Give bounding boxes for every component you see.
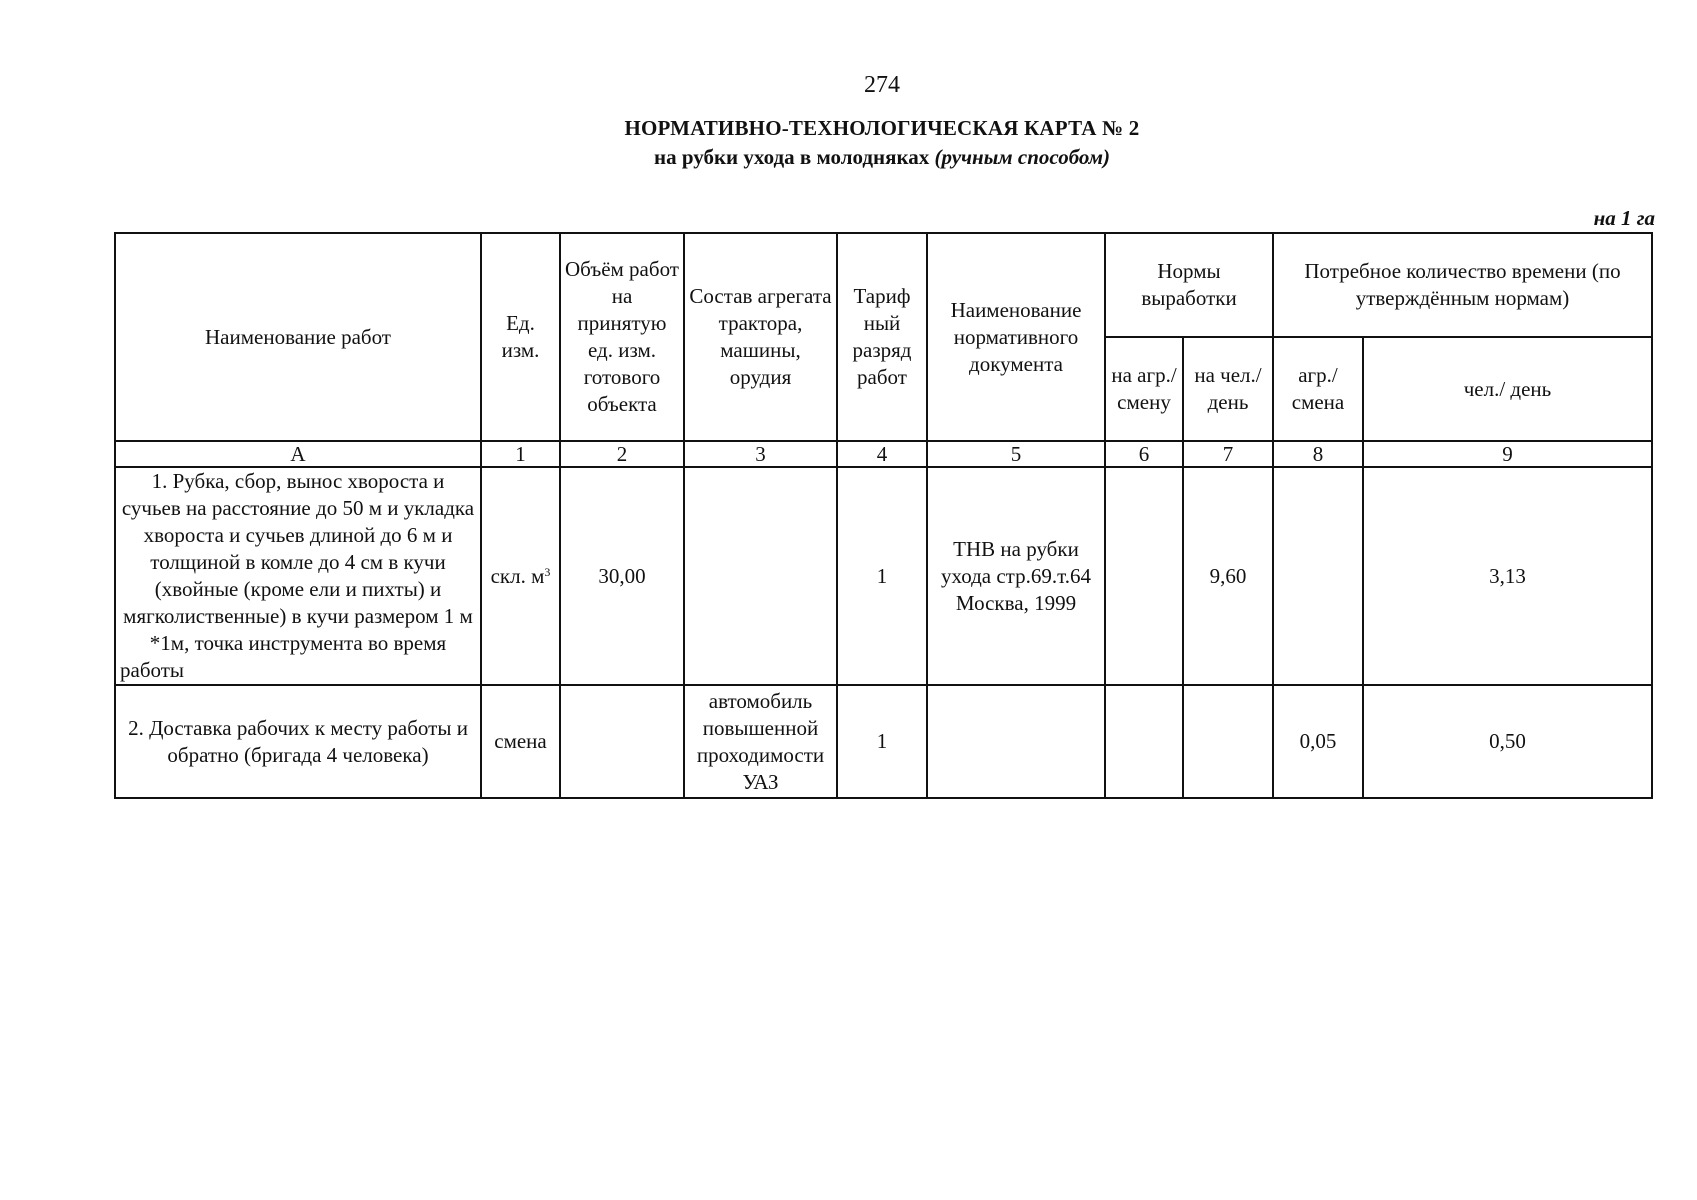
work-name-cell: 2. Доставка рабочих к месту работы и обратно (бригада 4 человека) — [115, 685, 481, 798]
time-per-person-cell: 3,13 — [1363, 467, 1652, 685]
document-title: НОРМАТИВНО-ТЕХНОЛОГИЧЕСКАЯ КАРТА № 2 — [624, 116, 1140, 140]
time-per-unit-cell — [1273, 467, 1363, 685]
unit-superscript: 3 — [544, 564, 551, 579]
header-row-top — [115, 233, 1652, 337]
subtitle-italic: (ручным способом) — [934, 145, 1111, 169]
output-per-unit-cell — [1105, 685, 1183, 798]
unit-cell — [481, 467, 560, 685]
column-number: 7 — [1183, 441, 1273, 467]
tariff-cell: 1 — [837, 685, 927, 798]
time-per-person-cell: 0,50 — [1363, 685, 1652, 798]
header-output-per-unit: на агр./ смену — [1105, 337, 1183, 441]
unit-cell: смена — [481, 685, 560, 798]
composition-cell — [684, 467, 837, 685]
composition-cell: автомобиль повышенной проходимости УАЗ — [684, 685, 837, 798]
column-number: А — [115, 441, 481, 467]
unit-note: на 1 га — [1593, 206, 1655, 230]
header-time-per-unit: агр./ смена — [1273, 337, 1363, 441]
output-per-person-cell — [1183, 685, 1273, 798]
page-number: 274 — [864, 72, 900, 98]
tariff-cell: 1 — [837, 467, 927, 685]
document-cell — [927, 685, 1105, 798]
header-time-needed: Потребное количество времени (по утверждённым нормам) — [1273, 233, 1652, 337]
header-output-per-person: на чел./ день — [1183, 337, 1273, 441]
column-number: 4 — [837, 441, 927, 467]
header-output-norms: Нормы выработки — [1105, 233, 1273, 337]
column-number-row — [115, 441, 1652, 467]
document-cell: ТНВ на рубки ухода стр.69.т.64 Москва, 1999 — [927, 467, 1105, 685]
column-number: 1 — [481, 441, 560, 467]
unit-text: скл. м — [490, 563, 545, 588]
column-number: 5 — [927, 441, 1105, 467]
column-number: 2 — [560, 441, 684, 467]
header-document: Наименование нормативного документа — [927, 233, 1105, 441]
header-time-per-person: чел./ день — [1363, 337, 1652, 441]
output-per-unit-cell — [1105, 467, 1183, 685]
work-name-cell: 1. Рубка, сбор, вынос хвороста и сучьев на расстояние до 50 м и укладка хвороста и сучьев длиной до 6 м и толщиной в комле до 4 см в кучи (хвойные (кроме ели и пихты) и мягколиственные) в кучи размером 1 м *1м, точка инструмента во время работы — [115, 467, 481, 685]
table-row — [115, 685, 1652, 798]
time-per-unit-cell: 0,05 — [1273, 685, 1363, 798]
volume-cell: 30,00 — [560, 467, 684, 685]
column-number: 8 — [1273, 441, 1363, 467]
column-number: 3 — [684, 441, 837, 467]
header-composition: Состав агрегата трактора, машины, орудия — [684, 233, 837, 441]
output-per-person-cell: 9,60 — [1183, 467, 1273, 685]
document-subtitle — [0, 145, 1697, 170]
header-work-name: Наименование работ — [115, 233, 481, 441]
table-row — [115, 467, 1652, 685]
header-tariff: Тариф ный разряд работ — [837, 233, 927, 441]
header-volume: Объём работ на принятую ед. изм. готового объекта — [560, 233, 684, 441]
header-unit: Ед. изм. — [481, 233, 560, 441]
subtitle-main: на рубки ухода в молодняках — [653, 145, 935, 169]
norms-table — [114, 232, 1653, 799]
column-number: 6 — [1105, 441, 1183, 467]
column-number: 9 — [1363, 441, 1652, 467]
volume-cell — [560, 685, 684, 798]
